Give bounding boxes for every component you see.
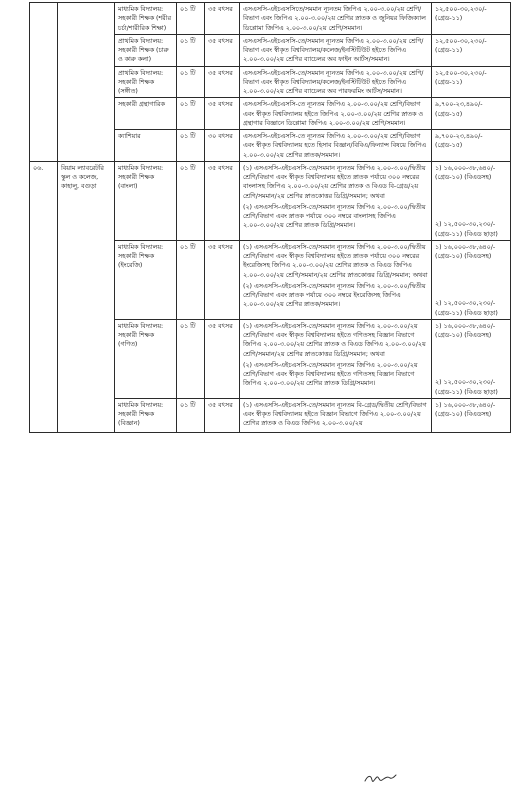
qualification-cell bbox=[240, 34, 432, 66]
post-cell: মাধ্যমিক বিদ্যালয়: সহকারী শিক্ষক (বিজ্ঞান) bbox=[115, 398, 177, 432]
qualification-text: (২) এসএসসি-এইচএসসি-তে/সমমান ন্যূনতম জিপিএ ২.০০-৩.০০/২য় শ্রেণি/বিভাগ এবং স্বীকৃত বিশ্ববিদ্যালয় হইতে গণিতসহ বিজ্ঞান বিভাগে জিপিএ ২.০০-৩.০০/২য় শ্রেণির স্নাতক ডিগ্রি/সমমান। bbox=[243, 361, 418, 388]
salary-scale: ৯,৭০০-২৩,৪৯০/- bbox=[435, 133, 483, 140]
qualification-cell bbox=[240, 3, 432, 35]
serial-cell: ০৬. bbox=[30, 161, 58, 432]
salary-block bbox=[435, 243, 508, 262]
salary-scale: ২) ১২,৫০০-৩০,২৩০/- bbox=[435, 221, 496, 229]
salary-block bbox=[435, 164, 508, 183]
salary-cell bbox=[432, 319, 511, 398]
qualification-cell bbox=[240, 161, 432, 240]
salary-scale: ২) ১২,৫০০-৩০,২৩০/- bbox=[435, 379, 496, 387]
age-limit-cell: ৩৫ বৎসর bbox=[205, 240, 240, 319]
table-body bbox=[30, 3, 511, 433]
age-limit-cell: ৩৫ বৎসর bbox=[205, 161, 240, 240]
qualification-text: এসএসসি-এইচএসসিতে/সমমান ন্যূনতম জিপিএ ২.০০-৩.০০/২য় শ্রেণি/বিভাগ এবং জিপিএ ২.০০-৩.০০/২য় শ্রেণির স্নাতক ও জুনিয়র ফিজিক্যাল ডিপ্লোমা জিপিএ ২.০০-৩.০০/২য় শ্রেণি/সমমান। bbox=[243, 6, 426, 32]
salary-grade: (গ্রেড-১০) (বিএডসহ) bbox=[435, 332, 492, 339]
age-limit-cell: ৩৫ বৎসর bbox=[205, 3, 240, 35]
count-cell: ০১ টি bbox=[177, 98, 205, 130]
post-cell: মাধ্যমিক বিদ্যালয়: সহকারী শিক্ষক (গণিত) bbox=[115, 319, 177, 398]
count-cell: ০১ টি bbox=[177, 3, 205, 35]
salary-grade: (গ্রেড-১০) (বিএডসহ) bbox=[435, 174, 492, 181]
qualification-text: (১) এসএসসি-এইচএসসি-তে/সমমান ন্যূনতম বি-গ্রেড/দ্বিতীয় শ্রেণি/বিভাগ এবং স্বীকৃত বিশ্ববিদ্যালয় হইতে বিজ্ঞান বিভাগে জিপিএ ২.০০-৩.০০/২য় শ্রেণির স্নাতক ও বিএড জিপিএ ২.০০-৩.০০/২য় bbox=[243, 401, 427, 428]
age-limit-cell: ৩৫ বৎসর bbox=[205, 34, 240, 66]
salary-grade: (গ্রেড-১১) (বিএড ছাড়া) bbox=[435, 388, 498, 396]
age-limit-cell: ৩৫ বৎসর bbox=[205, 66, 240, 98]
qualification-text: (২) এসএসসি-এইচএসসি-তে/সমমান ন্যূনতম জিপিএ ২.০০-৩.০০/দ্বিতীয় শ্রেণি/বিভাগ এবং স্নাতক পর্যায়ে ৩০০ নম্বরে ইংরেজিসহ জিপিএ ২.০০-৩.০০/২য় শ্রেণির স্নাতক/সমমান। bbox=[243, 282, 426, 309]
salary-grade: (গ্রেড-১১) bbox=[435, 15, 463, 23]
salary-cell bbox=[432, 398, 511, 432]
post-cell: মাধ্যমিক বিদ্যালয়: সহকারী শিক্ষক (শরীর চর্চা/শারীরিক শিক্ষা) bbox=[115, 3, 177, 35]
institution-cell bbox=[58, 3, 115, 162]
salary-grade: (গ্রেড-১১) bbox=[435, 78, 463, 86]
age-limit-cell: ৩৫ বৎসর bbox=[205, 319, 240, 398]
qualification-text: (১) এসএসসি-এইচএসসি-তে/সমমান ন্যূনতম জিপিএ ২.০০-৩.০০/২য় শ্রেণি/বিভাগ এবং স্বীকৃত বিশ্ববিদ্যালয় হইতে গণিতসহ বিজ্ঞান বিভাগে জিপিএ ২.০০-৩.০০/২য় শ্রেণির স্নাতক ও বিএড জিপিএ ২.০০-৩.০০/২য় শ্রেণি/সমমান/২য় শ্রেণির স্নাতকোত্তর ডিগ্রি/সমমান; অথবা bbox=[243, 322, 426, 358]
count-cell: ০১ টি bbox=[177, 66, 205, 98]
count-cell: ০১ টি bbox=[177, 161, 205, 240]
salary-block bbox=[435, 100, 508, 119]
qualification-cell bbox=[240, 66, 432, 98]
salary-scale: ৯,৭০০-২৩,৪৯০/- bbox=[435, 101, 483, 109]
institution-cell: বিয়াম ল্যাবরেটরি স্কুল ও কলেজ, কাহালু, বগুড়া bbox=[58, 161, 115, 432]
salary-block bbox=[435, 69, 508, 88]
count-cell: ০১ টি bbox=[177, 240, 205, 319]
salary-cell bbox=[432, 130, 511, 162]
salary-block bbox=[435, 220, 508, 239]
salary-grade: (গ্রেড-১৫) bbox=[435, 142, 463, 150]
age-limit-cell: ৩৫ বৎসর bbox=[205, 398, 240, 432]
serial-cell bbox=[30, 3, 58, 162]
qualification-cell bbox=[240, 240, 432, 319]
post-cell: মাধ্যমিক বিদ্যালয়: সহকারী শিক্ষক (বাংলা) bbox=[115, 161, 177, 240]
salary-cell bbox=[432, 98, 511, 130]
count-cell: ০১ টি bbox=[177, 34, 205, 66]
salary-grade: (গ্রেড-১১) (বিএড ছাড়া) bbox=[435, 230, 498, 238]
qualification-text: (১) এসএসসি-এইচএসসি-তে/সমমান ন্যূনতম জিপিএ ২.০০-৩.০০/দ্বিতীয় শ্রেণি/বিভাগ এবং স্বীকৃত বিশ্ববিদ্যালয় হইতে স্নাতক পর্যায়ে ৩০০ নম্বরের ইংরেজিসহ জিপিএ ২.০০-৩.০০/২য় শ্রেণির স্নাতক ও বিএড জিপিএ ২.০০-৩.০০/২য় শ্রেণি/সমমান/২য় শ্রেণির স্নাতকোত্তর ডিগ্রি/সমমান; অথবা bbox=[243, 243, 428, 279]
salary-grade: (গ্রেড-১১) (বিএড ছাড়া) bbox=[435, 309, 498, 317]
salary-cell bbox=[432, 161, 511, 240]
salary-scale: ১) ১৬,০০০-৩৮,৬৪০/- bbox=[435, 243, 496, 251]
qualification-cell bbox=[240, 98, 432, 130]
qualification-text: এসএসসি-এইচএসসি-তে/সমমান ন্যূনতম জিপিএ ২.০০-৩.০০/২য় শ্রেণি/বিভাগ এবং স্বীকৃত বিশ্ববিদ্যালয়/কলেজ/ইনস্টিটিউট হইতে জিপিএ ২.০০-৩.০০/২য় শ্রেণির ব্যাচেলর অব পারফরমিং আর্টস/সমমান। bbox=[243, 69, 424, 95]
salary-block bbox=[435, 299, 508, 318]
salary-block bbox=[435, 5, 508, 24]
salary-scale: ১২,৫০০-৩০,২৩০/- bbox=[435, 69, 487, 77]
salary-scale: ১) ১৬,০০০-৩৮,৬৪০/- bbox=[435, 322, 496, 330]
salary-cell bbox=[432, 240, 511, 319]
qualification-cell bbox=[240, 319, 432, 398]
age-limit-cell: ৩৫ বৎসর bbox=[205, 98, 240, 130]
count-cell: ০১ টি bbox=[177, 319, 205, 398]
salary-block bbox=[435, 378, 508, 397]
qualification-cell bbox=[240, 398, 432, 432]
signature-icon bbox=[363, 772, 397, 786]
job-vacancy-table bbox=[29, 2, 511, 433]
count-cell: ০১ টি bbox=[177, 398, 205, 432]
qualification-cell bbox=[240, 130, 432, 162]
qualification-text: এসএসসি-এইচএসসি-তে/সমমান ন্যূনতম জিপিএ ২.০০-৩.০০/২য় শ্রেণি/বিভাগ এবং স্বীকৃত বিশ্ববিদ্যালয়/কলেজ/ইনস্টিটিউট হইতে জিপিএ ২.০০-৩.০০/২য় শ্রেণির ব্যাচেলর অব ফাইন আর্টস/সমমান। bbox=[243, 37, 424, 64]
salary-grade: (গ্রেড-১৫) bbox=[435, 110, 463, 118]
salary-cell bbox=[432, 66, 511, 98]
qualification-text: (১) এসএসসি-এইচএসসি-তে/সমমান ন্যূনতম জিপিএ ২.০০-৩.০০/দ্বিতীয় শ্রেণি/বিভাগ এবং স্বীকৃত বিশ্ববিদ্যালয় হইতে স্নাতক পর্যায়ে ৩০০ নম্বরের বাংলাসহ জিপিএ ২.০০-৩.০০/২য় শ্রেণির স্নাতক ও বিএড বি-গ্রেড/২য় শ্রেণি/সমমান/২য় শ্রেণির স্নাতকোত্তর ডিগ্রি/সমমান; অথবা bbox=[243, 164, 426, 200]
qualification-text: এসএসসি-এইচএসসি-তে ন্যূনতম জিপিএ ২.০০-৩.০০/২য় শ্রেণি/বিভাগ এবং স্বীকৃত বিশ্ববিদ্যালয় হইতে জিপিএ ২.০০-৩.০০/২য় শ্রেণির স্নাতক ও গ্রন্থাগার বিজ্ঞানে ডিপ্লোমা জিপিএ ২.০০-৩.০০/২য় শ্রেণি/সমমান। bbox=[243, 101, 424, 127]
salary-block bbox=[435, 401, 508, 420]
salary-grade: (গ্রেড-১০) (বিএডসহ) bbox=[435, 253, 492, 260]
table-row bbox=[30, 161, 511, 240]
salary-scale: ১২,৫০০-৩০,২৩০/- bbox=[435, 37, 487, 45]
salary-scale: ১) ১৬,০০০-৩৮,৬৪০/- bbox=[435, 164, 496, 172]
post-cell: প্রাথমিক বিদ্যালয়: সহকারী শিক্ষক (সঙ্গীত) bbox=[115, 66, 177, 98]
salary-block bbox=[435, 37, 508, 56]
salary-block bbox=[435, 132, 508, 151]
salary-cell bbox=[432, 3, 511, 35]
post-cell: সহকারী গ্রন্থাগারিক bbox=[115, 98, 177, 130]
table-row bbox=[30, 3, 511, 35]
salary-grade: (গ্রেড-১১) bbox=[435, 47, 463, 54]
post-cell: ক্যাশিয়ার bbox=[115, 130, 177, 162]
post-cell: মাধ্যমিক বিদ্যালয়: সহকারী শিক্ষক (ইংরেজি) bbox=[115, 240, 177, 319]
age-limit-cell: ৩০ বৎসর bbox=[205, 130, 240, 162]
qualification-text: (২) এসএসসি-এইচএসসি-তে/সমমান ন্যূনতম জিপিএ ২.০০-৩.০০/দ্বিতীয় শ্রেণি/বিভাগ এবং স্নাতক পর্যায়ে ৩০০ নম্বরে বাংলাসহ জিপিএ ২.০০-৩.০০/২য় শ্রেণির স্নাতক ডিগ্রি/সমমান। bbox=[243, 203, 426, 230]
salary-scale: ২) ১২,৫০০-৩০,২৩০/- bbox=[435, 300, 496, 308]
salary-cell bbox=[432, 34, 511, 66]
qualification-text: এসএসসি-এইচএসসি-তে ন্যূনতম জিপিএ ২.০০-৩.০০/২য় শ্রেণি/বিভাগ এবং স্বীকৃত বিশ্ববিদ্যালয় হতে হিসাব বিজ্ঞান/বিবিএ/ফিন্যান্স বিষয়ে জিপিএ ২.০০-৩.০০/২য় শ্রেণির স্নাতক/সমমান। bbox=[243, 133, 427, 159]
salary-scale: ১২,৫০০-৩০,২৩০/- bbox=[435, 6, 487, 13]
salary-grade: (গ্রেড-১০) (বিএডসহ) bbox=[435, 411, 492, 418]
post-cell: প্রাথমিক বিদ্যালয়: সহকারী শিক্ষক (চারু ও কারু কলা) bbox=[115, 34, 177, 66]
salary-block bbox=[435, 322, 508, 341]
salary-scale: ১) ১৬,০০০-৩৮,৬৪০/- bbox=[435, 401, 496, 409]
count-cell: ০১ টি bbox=[177, 130, 205, 162]
